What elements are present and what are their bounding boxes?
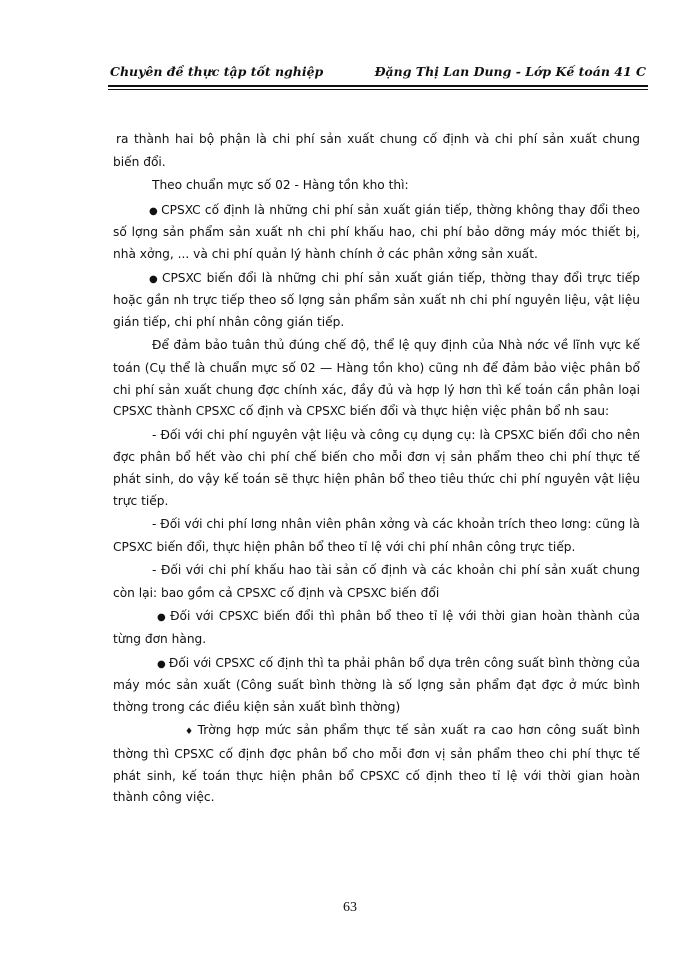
paragraph: ♦ Trờng hợp mức sản phẩm thực tế sản xuất ra cao hơn công suất bình thờng thì CPSXC cố định đợc phân bổ cho mỗi đơn vị sản phẩm theo chi phí thực tế phát sinh, kế toán thực hiện phân bổ CPSXC cố định theo tỉ lệ với thời gian hoàn thành công việc.: [113, 723, 640, 805]
paragraph: ra thành hai bộ phận là chi phí sản xuất chung cố định và chi phí sản xuất chung biến đổi.: [113, 132, 640, 169]
paragraph: ● Đối với CPSXC biến đổi thì phân bổ theo tỉ lệ với thời gian hoàn thành của từng đơn hàng.: [113, 609, 640, 647]
page-header: [108, 58, 648, 90]
diamond-bullet-icon: ♦: [185, 727, 195, 738]
header-rule-thick: [108, 85, 648, 87]
paragraph: - Đối với chi phí khấu hao tài sản cố định và các khoản chi phí sản xuất chung còn lại: bao gồm cả CPSXC cố định và CPSXC biến đổi: [113, 563, 640, 600]
paragraph: ● Đối với CPSXC cố định thì ta phải phân bổ dựa trên công suất bình thờng của máy móc sản xuất (Công suất bình thờng là số lợng sản phẩm đạt đợc ở mức bình thờng trong các điều kiện sản xuất bình thờng): [113, 655, 640, 714]
bullet-icon: ●: [157, 658, 166, 670]
header-left-title: Chuyên đề thực tập tốt nghiệp: [110, 64, 324, 79]
paragraph: Để đảm bảo tuân thủ đúng chế độ, thể lệ quy định của Nhà nớc về lĩnh vực kế toán (Cụ thể là chuẩn mực số 02 — Hàng tồn kho) cũng nh để đảm bảo việc phân bổ chi phí sản xuất chung đợc chính xác, đầy đủ và hợp lý hơn thì kế toán cần phân loại CPSXC thành CPSXC cố định và CPSXC biến đổi và thực hiện việc phân bổ nh sau:: [113, 338, 640, 419]
body-text: [113, 129, 640, 811]
paragraph: ● CPSXC cố định là những chi phí sản xuất gián tiếp, thờng không thay đổi theo số lợng sản phẩm sản xuất nh chi phí khấu hao, chi phí bảo dỡng máy móc thiết bị, nhà xởng, ... và chi phí quản lý hành chính ở các phân xởng sản xuất.: [113, 202, 640, 261]
bullet-icon: ●: [149, 273, 159, 285]
paragraph: - Đối với chi phí lơng nhân viên phân xởng và các khoản trích theo lơng: cũng là CPSXC biến đổi, thực hiện phân bổ theo tỉ lệ với chi phí nhân công trực tiếp.: [113, 517, 640, 554]
paragraph: - Đối với chi phí nguyên vật liệu và công cụ dụng cụ: là CPSXC biến đổi cho nên đợc phân bổ hết vào chi phí chế biến cho mỗi đơn vị sản phẩm theo chi phí thực tế phát sinh, do vậy kế toán sẽ thực hiện phân bổ theo tiêu thức chi phí nguyên vật liệu trực tiếp.: [113, 427, 640, 508]
header-rule-thin: [108, 89, 648, 90]
page-number: 63: [343, 900, 357, 915]
paragraph: ● CPSXC biến đổi là những chi phí sản xuất gián tiếp, thờng thay đổi trực tiếp hoặc gần nh trực tiếp theo số lợng sản phẩm sản xuất nh chi phí nguyên liệu, vật liệu gián tiếp, chi phí nhân công gián tiếp.: [113, 270, 641, 329]
paragraph: Theo chuẩn mực số 02 - Hàng tồn kho thì:: [152, 178, 409, 193]
bullet-icon: ●: [157, 612, 168, 624]
bullet-icon: ●: [149, 205, 159, 217]
header-right-author: Đặng Thị Lan Dung - Lớp Kế toán 41 C: [374, 64, 646, 79]
